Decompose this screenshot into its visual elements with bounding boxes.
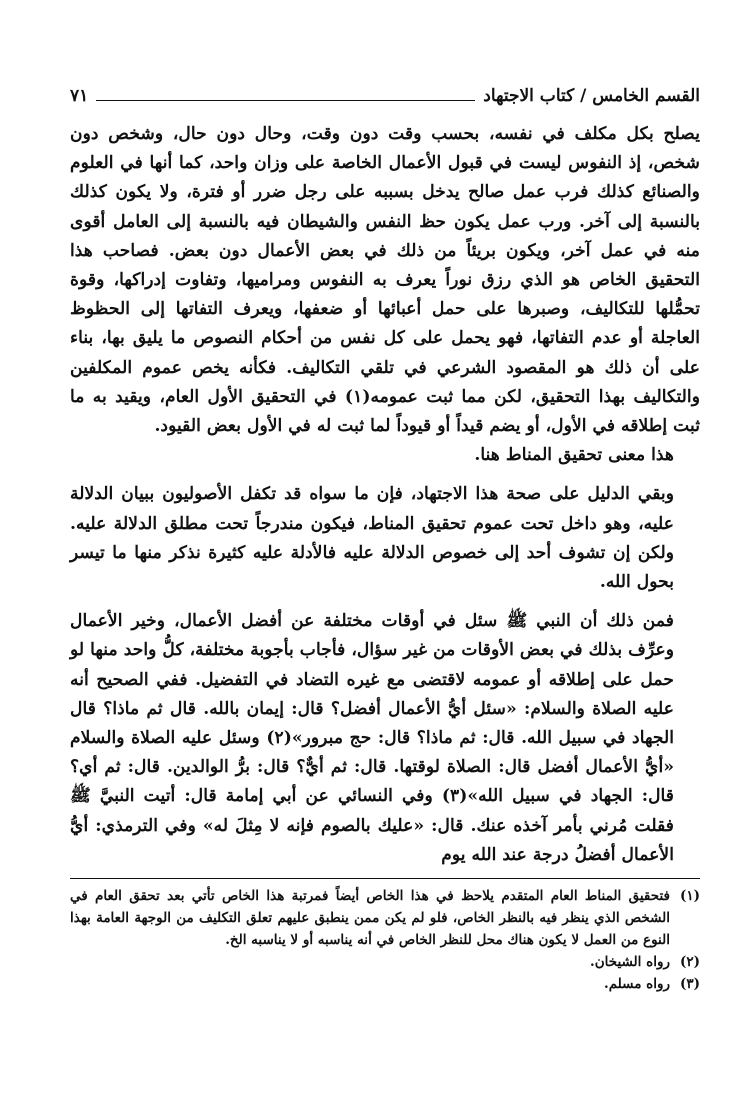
- footnote: [70, 973, 700, 995]
- page-number: ٧١: [70, 86, 89, 106]
- footnote: [70, 885, 700, 951]
- paragraph: وبقي الدليل على صحة هذا الاجتهاد، فإن ما سواه قد تكفل الأصوليون ببيان الدلالة عليه، وهو داخل تحت عموم تحقيق المناط، فيكون مندرجاً تحت مطلق الدلالة عليه. ولكن إن تشوف أحد إلى خصوص الدلالة عليه فالأدلة عليه كثيرة نذكر منها ما تيسر بحول الله.: [70, 484, 674, 593]
- footnote-text: رواه الشيخان.: [590, 954, 670, 971]
- header-title: القسم الخامس / كتاب الاجتهاد: [483, 86, 700, 106]
- footnote-number: (١): [679, 888, 700, 905]
- running-header: [70, 78, 700, 106]
- paragraph: فمن ذلك أن النبي ﷺ سئل في أوقات مختلفة عن أفضل الأعمال، وخير الأعمال وعرِّف بذلك في بعض الأوقات من غير سؤال، فأجاب بأجوبة مختلفة، كلُّ واحد منها لو حمل على إطلاقه أو عمومه لاقتضى مع غيره التضاد في التفضيل. ففي الصحيح أنه عليه الصلاة والسلام: «سئل أيُّ الأعمال أفضل؟ قال: إيمان بالله. قال ثم ماذا؟ قال الجهاد في سبيل الله. قال: ثم ماذا؟ قال: حج مبرور»(٢) وسئل عليه الصلاة والسلام «أيُّ الأعمال أفضل قال: الصلاة لوقتها. قال: ثم أيٌّ؟ قال: برُّ الوالدين. قال: ثم أي؟ قال: الجهاد في سبيل الله»(٣) وفي النسائي عن أبي إمامة قال: أتيت النبيَّ ﷺ فقلت مُرني بأمر آخذه عنك. قال: «عليك بالصوم فإنه لا مِثلَ له» وفي الترمذي: أيُّ الأعمال أفضلُ درجة عند الله يوم: [70, 611, 675, 865]
- paragraph: هذا معنى تحقيق المناط هنا.: [474, 445, 674, 466]
- footnote-text: رواه مسلم.: [604, 976, 670, 993]
- footnote: [70, 951, 700, 973]
- header-rule: [96, 100, 475, 101]
- body-text: [70, 120, 700, 870]
- paragraph: يصلح بكل مكلف في نفسه، بحسب وقت دون وقت، وحال دون حال، وشخص دون شخص، إذ النفوس ليست في قبول الأعمال الخاصة على وزان واحد، كما أنها في العلوم والصنائع كذلك فرب عمل صالح يدخل بسببه على رجل ضرر أو فترة، ولا يكون كذلك بالنسبة إلى آخر. ورب عمل يكون حظ النفس والشيطان فيه بالنسبة إلى العامل أقوى منه في عمل آخر، ويكون بريئاً من ذلك في بعض الأعمال دون بعض. فصاحب هذا التحقيق الخاص هو الذي رزق نوراً يعرف به النفوس ومراميها، وتفاوت إدراكها، وقوة تحمُّلها للتكاليف، وصبرها على حمل أعبائها أو ضعفها، ويعرف التفاتها إلى الحظوظ العاجلة أو عدم التفاتها، فهو يحمل على كل نفس من أحكام النصوص ما يليق بها، بناء على أن ذلك هو المقصود الشرعي في تلقي التكاليف. فكأنه يخص عموم المكلفين والتكاليف بهذا التحقيق، لكن مما ثبت عمومه(١) في التحقيق الأول العام، ويقيد به ما ثبت إطلاقه في الأول، أو يضم قيداً أو قيوداً لما ثبت له في الأول بعض القيود.: [70, 124, 700, 437]
- book-page: [70, 78, 700, 995]
- footnote-text: فتحقيق المناط العام المتقدم يلاحظ في هذا الخاص أيضاً فمرتبة هذا الخاص تأتي بعد تحقق العام في الشخص الذي ينظر فيه بالنظر الخاص، فلو لم يكن ممن ينطبق عليهم تعلق التكليف من الوجهة العامة بهذا النوع من العمل لا يكون هناك محل للنظر الخاص في أنه يناسبه أو لا يناسبه الخ.: [70, 888, 670, 949]
- footnotes: [70, 878, 700, 995]
- footnote-number: (٣): [679, 976, 700, 993]
- footnote-number: (٢): [679, 954, 700, 971]
